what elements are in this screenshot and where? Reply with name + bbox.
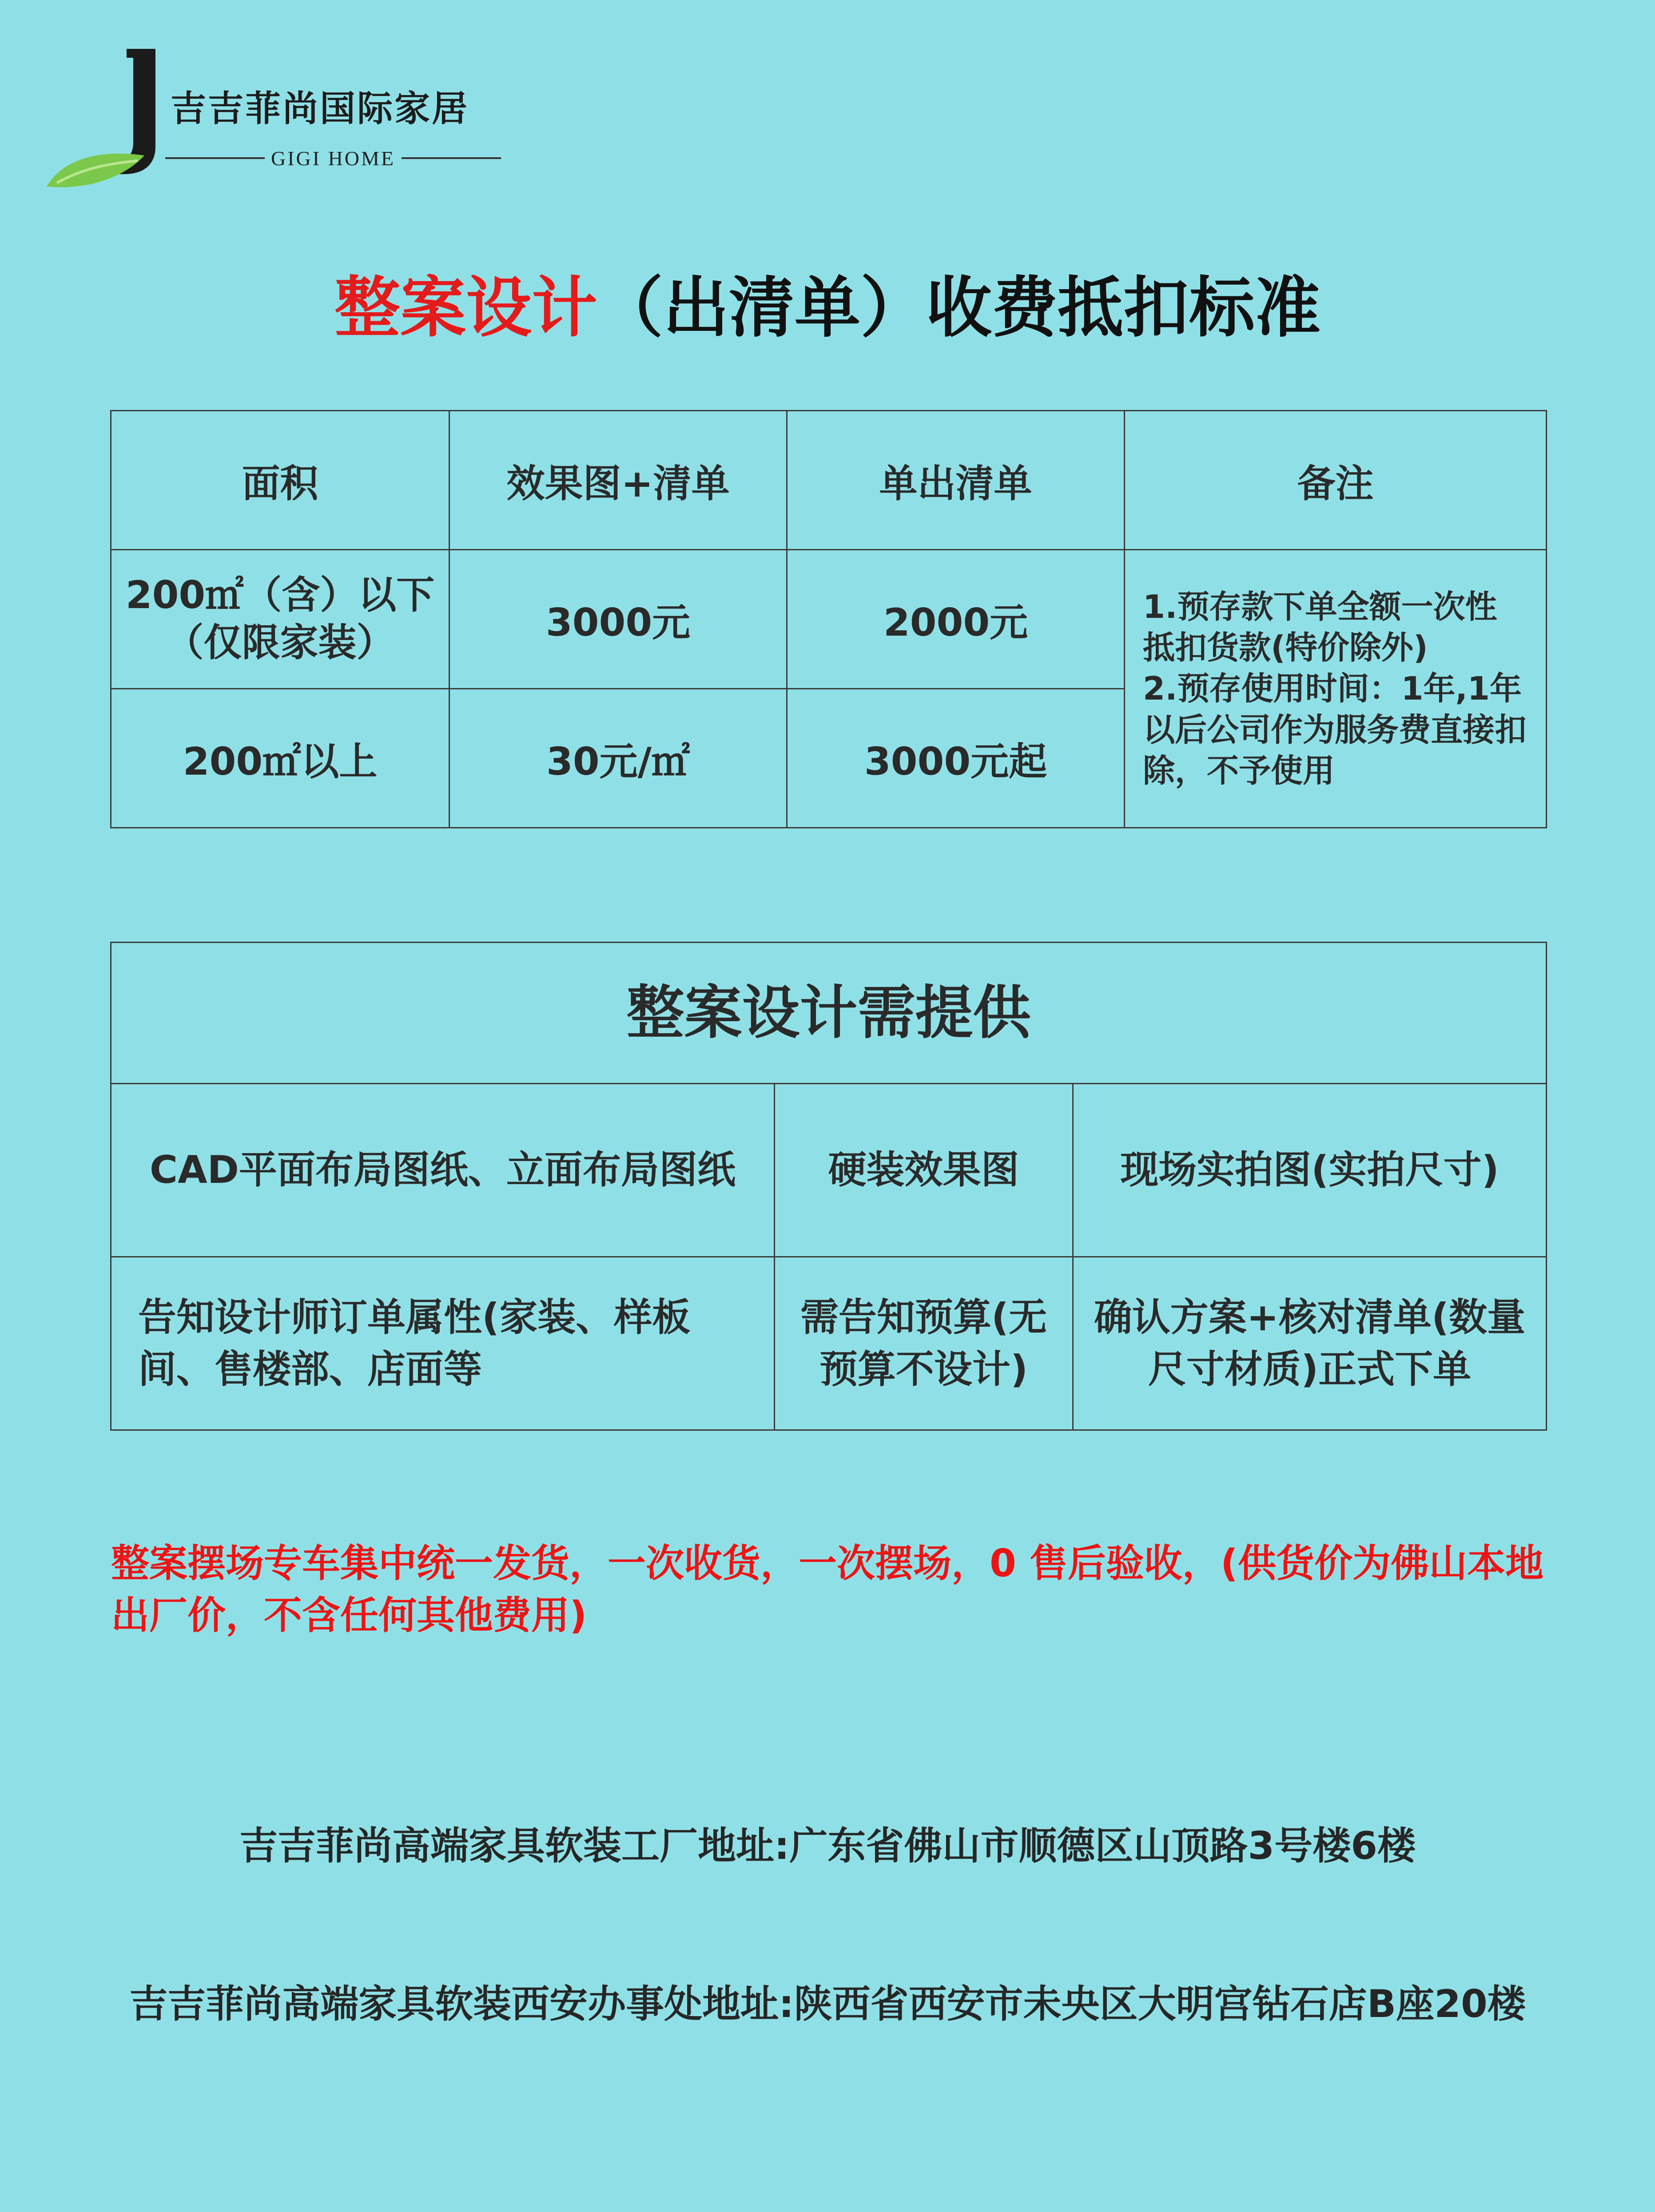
fee-list-only-cell: 3000元起	[787, 689, 1125, 828]
brand-name: 吉吉菲尚国际家居	[171, 88, 469, 129]
fee-note-1: 1.预存款下单全额一次性抵扣货款(特价除外)	[1143, 588, 1497, 667]
provide-cell: 现场实拍图(实拍尺寸)	[1073, 1084, 1547, 1257]
title-rest: （出清单）收费抵扣标准	[597, 270, 1321, 346]
table-row	[111, 1084, 1547, 1257]
fee-header-area: 面积	[111, 411, 450, 550]
xian-office-address: 吉吉菲尚高端家具软装西安办事处地址:陕西省西安市未央区大明宫钻石店B座20楼	[129, 1982, 1526, 2026]
provide-cell: 告知设计师订单属性(家装、样板间、售楼部、店面等	[111, 1257, 775, 1430]
provide-cell: 硬装效果图	[775, 1084, 1073, 1257]
factory-address: 吉吉菲尚高端家具软装工厂地址:广东省佛山市顺德区山顶路3号楼6楼	[239, 1824, 1416, 1868]
fee-notes-cell	[1125, 550, 1547, 828]
fee-header-notes: 备注	[1125, 411, 1547, 550]
tagline-rule-right	[402, 157, 501, 159]
provide-table	[110, 942, 1547, 1431]
fee-area-cell: 200㎡以上	[111, 689, 450, 828]
fee-render-list-cell: 3000元	[450, 550, 787, 689]
delivery-notice: 整案摆场专车集中统一发货，一次收货，一次摆场，0 售后验收，(供货价为佛山本地出厂价，不含任何其他费用)	[111, 1541, 1544, 1638]
fee-render-list-cell: 30元/㎡	[450, 689, 787, 828]
brand-logo-icon	[44, 49, 160, 191]
brand-name-en: GIGI HOME	[271, 147, 396, 170]
provide-cell: CAD平面布局图纸、立面布局图纸	[111, 1084, 775, 1257]
fee-header-render-list: 效果图+清单	[450, 411, 787, 550]
provide-table-heading: 整案设计需提供	[111, 943, 1547, 1084]
fee-header-list-only: 单出清单	[787, 411, 1125, 550]
table-row	[111, 550, 1547, 689]
tagline-rule-left	[165, 157, 265, 159]
provide-cell: 需告知预算(无预算不设计)	[775, 1257, 1073, 1430]
brand-tagline	[165, 147, 501, 170]
fee-list-only-cell: 2000元	[787, 550, 1125, 689]
fee-table	[110, 410, 1547, 828]
provide-cell: 确认方案+核对清单(数量尺寸材质)正式下单	[1073, 1257, 1547, 1430]
table-row	[111, 1257, 1547, 1430]
page-title	[0, 255, 1655, 350]
provide-table-header-row	[111, 943, 1547, 1084]
title-highlight: 整案设计	[334, 270, 597, 346]
fee-area-cell: 200㎡（含）以下（仅限家装）	[111, 550, 450, 689]
fee-note-2: 2.预存使用时间：1年,1年以后公司作为服务费直接扣除，不予使用	[1143, 670, 1527, 789]
fee-table-header-row	[111, 411, 1547, 550]
